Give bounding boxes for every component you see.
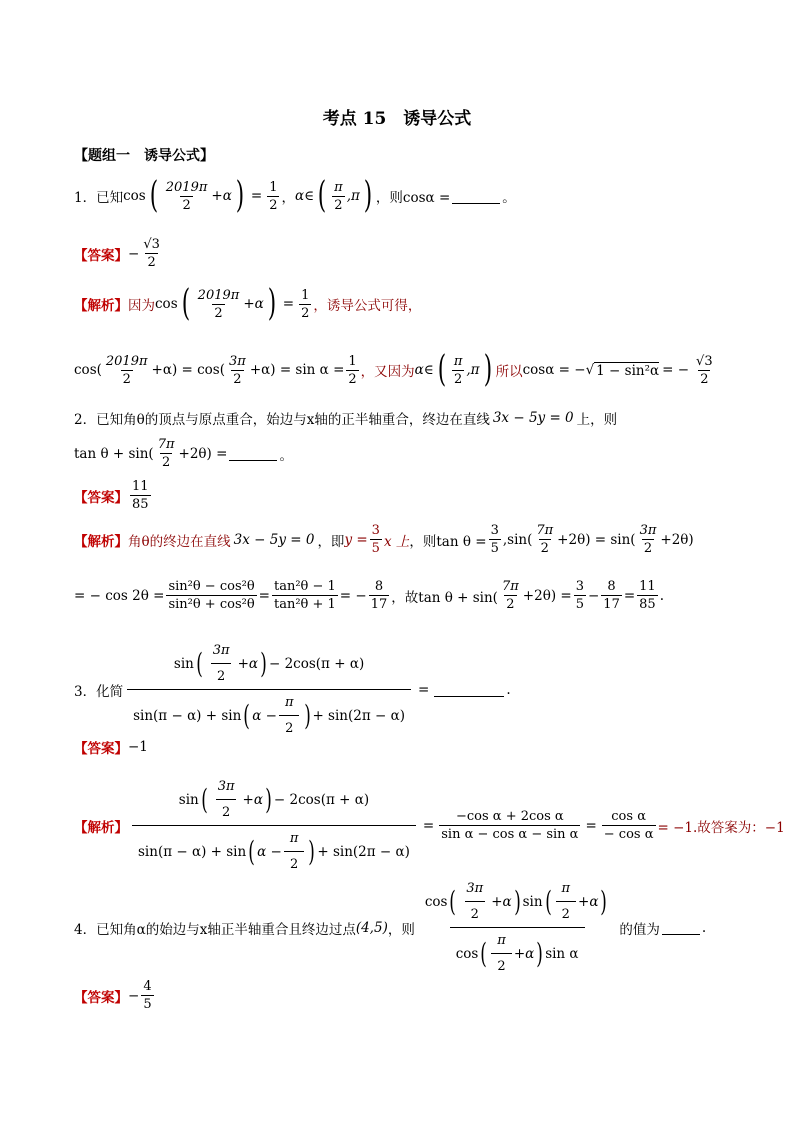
end: .: [659, 587, 664, 604]
question-4: [74, 880, 706, 975]
q3-sol-fraction: sin ( $\frac{3\pi}{2}$ +α ) − 2cos(π + α) sin(π − α) + sin ( α − $\frac{\pi}{2}$ ) + sin(2π − α): [132, 778, 416, 873]
period: .: [506, 681, 511, 698]
plus-alpha: +α: [513, 945, 535, 962]
cos-open: cos(: [74, 362, 102, 378]
frac: $\frac{11}{85}$: [639, 579, 656, 612]
paren: (: [317, 175, 327, 216]
frac: $\frac{√3}{2}$: [696, 353, 713, 387]
q2-text2: 上，则: [576, 412, 618, 428]
frac: $\frac{\pi}{2}$: [453, 353, 463, 387]
answer-tag: 【答案】: [74, 247, 128, 264]
alpha-minus: α −: [257, 843, 282, 860]
q1-solution-line1: [74, 283, 422, 324]
q4-label: 4．已知角α的始边与x轴正半轴重合且终边过点: [74, 921, 356, 938]
eq: =: [258, 587, 270, 604]
q2-solution-line1: [74, 522, 694, 557]
frac: $\frac{3\pi}{2}$: [639, 523, 657, 556]
cos: cos: [455, 945, 479, 962]
q4-answer-frac: $\frac{4}{5}$: [143, 979, 152, 1012]
sqrt: 1 − sin²α: [596, 362, 660, 379]
also: ，又因为: [360, 364, 415, 380]
den-b: + sin(2π − α): [317, 843, 410, 860]
q3-solution: [74, 778, 785, 873]
frac: $\frac{1}{2}$: [301, 287, 310, 321]
answer-tag: 【答案】: [74, 989, 128, 1006]
page-title: 考点 15 诱导公式: [322, 109, 472, 129]
eq: =: [418, 681, 430, 698]
comma-pi: ,π: [346, 188, 360, 204]
q1-fraction: $\frac{2019\pi}{2}$: [165, 179, 208, 213]
frac: $\frac{2019\pi}{2}$: [105, 353, 148, 387]
q1-solution-line2: cos( $\frac{2019\pi}{2}$ +α) = cos( $\frac{3\pi}{2}$ +α) = sin α = $\frac{1}{2}$ ，又因为 α∈ ( $\frac{\pi}{2}$ ,π ) 所以 cosα = − √ 1 − sin²α = − $\frac{√3}{2}$: [74, 349, 713, 390]
text: = − cos 2θ =: [74, 587, 165, 604]
text: +2θ): [660, 531, 694, 548]
plus-alpha: +α: [578, 893, 599, 910]
minus-2cos: − 2cos(π + α): [273, 791, 370, 808]
expr: +α) = cos(: [151, 362, 226, 378]
eq: =: [282, 296, 295, 312]
sin: sin: [173, 655, 194, 672]
paren: ): [363, 175, 373, 216]
paren: ): [267, 283, 276, 324]
q2-answer-frac: $\frac{11}{85}$: [132, 479, 149, 512]
q3-fraction: sin ( $\frac{3\pi}{2}$ +α ) − 2cos(π + α) sin(π − α) + sin ( α − $\frac{\pi}{2}$ ) + sin(2π − α): [127, 642, 411, 737]
value-of: 的值为: [619, 921, 660, 938]
analysis-tag: 【解析】: [74, 533, 128, 550]
plus-alpha: +α: [491, 893, 512, 910]
period: .: [701, 919, 707, 936]
point: (4,5): [355, 919, 388, 936]
q1-tail: ，则cosα =: [375, 190, 451, 206]
den-b: + sin(2π − α): [312, 707, 406, 724]
frac: $\frac{\text{−cos α + 2cos α}}{\text{sin α − cos α − sin α}}$: [441, 809, 579, 842]
q4-fraction: cos ( $\frac{3\pi}{2}$ +α ) sin ( $\frac{\pi}{2}$ +α ) cos ( $\frac{\pi}{2}$ +α ) sin α: [424, 881, 608, 974]
den-a: sin(π − α) + sin: [133, 707, 242, 724]
den-a: sin(π − α) + sin: [138, 843, 247, 860]
x-on: x 上: [383, 533, 410, 550]
minus-2cos: − 2cos(π + α): [268, 655, 365, 672]
alpha-minus: α −: [252, 707, 277, 724]
q1-answer-frac: $\frac{√3}{2}$: [143, 237, 160, 270]
line-eq: 3x − 5y = 0: [233, 531, 315, 548]
question-3: [74, 642, 511, 737]
neg: −: [128, 987, 140, 1004]
because: 因为: [128, 298, 155, 314]
eq: =: [585, 817, 597, 834]
expr: tan θ + sin(: [74, 445, 154, 462]
plus-alpha: +α: [237, 655, 259, 672]
group-heading: 【题组一 诱导公式】: [74, 148, 214, 164]
eq: =: [250, 188, 263, 204]
text: +2θ) = sin(: [557, 531, 636, 548]
text: +2θ) =: [522, 587, 572, 604]
frac: $\frac{\text{tan²θ − 1}}{\text{tan²θ + 1}}$: [273, 579, 336, 612]
reason: ，诱导公式可得，: [313, 298, 422, 314]
text: ，故tan θ + sin(: [391, 589, 498, 606]
question-2-line1: [74, 408, 617, 428]
sin: sin: [178, 791, 199, 808]
q3-answer-blank[interactable]: [434, 682, 504, 697]
sin: sin: [522, 893, 543, 910]
so: 所以: [495, 364, 523, 380]
q1-plus-alpha: +α: [211, 188, 232, 204]
cos: cos: [424, 893, 448, 910]
q4-answer-blank[interactable]: [662, 920, 700, 935]
frac: $\frac{3\pi}{2}$: [229, 353, 246, 387]
q3-answer-value: −1: [128, 739, 148, 755]
q1-pi-half: $\frac{\pi}{2}$: [334, 179, 343, 213]
frac: $\frac{7\pi}{2}$: [501, 579, 519, 612]
frac: $\frac{7\pi}{2}$: [157, 437, 175, 470]
frac: $\frac{\text{cos α}}{\text{− cos α}}$: [603, 809, 654, 842]
question-1: [74, 175, 516, 216]
text: ，即: [317, 533, 345, 550]
q2-solution-line2: [74, 578, 664, 613]
neg: −: [128, 245, 140, 262]
paren: (: [437, 349, 447, 390]
q3-label: 3．化简: [74, 683, 124, 700]
eq: =: [422, 817, 435, 834]
q1-answer-blank[interactable]: [452, 189, 500, 204]
frac: $\frac{3}{5}$: [371, 523, 380, 556]
then: ，则: [387, 921, 415, 938]
q2-answer-blank[interactable]: [229, 446, 277, 461]
q1-cos: cos: [155, 296, 178, 312]
frac: $\frac{8}{17}$: [603, 579, 620, 612]
q1-label: 1．已知: [74, 190, 124, 206]
eq: = −: [339, 587, 367, 604]
q1-answer: [74, 236, 164, 271]
analysis-tag: 【解析】: [74, 298, 128, 314]
comma-pi: ,π: [466, 362, 480, 378]
text: ,sin(: [502, 531, 533, 548]
paren: ): [483, 349, 492, 390]
answer-tag: 【答案】: [74, 489, 128, 506]
minus: −: [587, 587, 600, 604]
question-2-line2: [74, 436, 293, 471]
q4-answer: [74, 978, 156, 1013]
expr: +2θ) =: [178, 445, 228, 462]
period: 。: [502, 190, 516, 206]
y-eq: y =: [344, 531, 368, 548]
frac: $\frac{\text{sin²θ − cos²θ}}{\text{sin²θ + cos²θ}}$: [168, 579, 255, 612]
q2-answer: [74, 478, 153, 513]
comma: ，: [281, 190, 295, 206]
q1-cos: cos: [123, 188, 146, 204]
paren: (: [181, 283, 190, 324]
expr: +α) = sin α =: [249, 362, 345, 378]
line-eq: 3x − 5y = 0: [492, 410, 574, 426]
q1-half: $\frac{1}{2}$: [269, 179, 278, 213]
answer-tag: 【答案】: [74, 741, 128, 757]
alpha-in: α∈: [294, 188, 315, 204]
alpha-in: α∈: [414, 362, 434, 378]
text: 角θ的终边在直线: [128, 533, 231, 550]
eq: =: [623, 587, 636, 604]
frac: $\frac{3}{5}$: [490, 523, 499, 556]
den-tail: sin α: [545, 945, 579, 962]
frac: $\frac{2019\pi}{2}$: [197, 287, 240, 321]
text: ，则tan θ =: [409, 533, 487, 550]
plus-alpha: +α: [243, 296, 264, 312]
q3-answer: [74, 737, 148, 757]
frac: $\frac{7\pi}{2}$: [536, 523, 554, 556]
cos-expr: cosα = −: [522, 362, 586, 378]
period: 。: [279, 447, 293, 464]
frac: $\frac{1}{2}$: [348, 353, 357, 387]
paren: ): [235, 175, 245, 216]
frac: $\frac{3}{5}$: [575, 579, 584, 612]
sol-tail: = −1.故答案为：−1: [657, 819, 785, 836]
plus-alpha: +α: [242, 791, 263, 808]
q2-text: 2．已知角θ的顶点与原点重合，始边与x轴的正半轴重合，终边在直线: [74, 412, 490, 428]
eq: = −: [662, 362, 690, 378]
frac: $\frac{8}{17}$: [370, 579, 388, 612]
analysis-tag: 【解析】: [74, 819, 128, 836]
paren: (: [149, 175, 158, 216]
